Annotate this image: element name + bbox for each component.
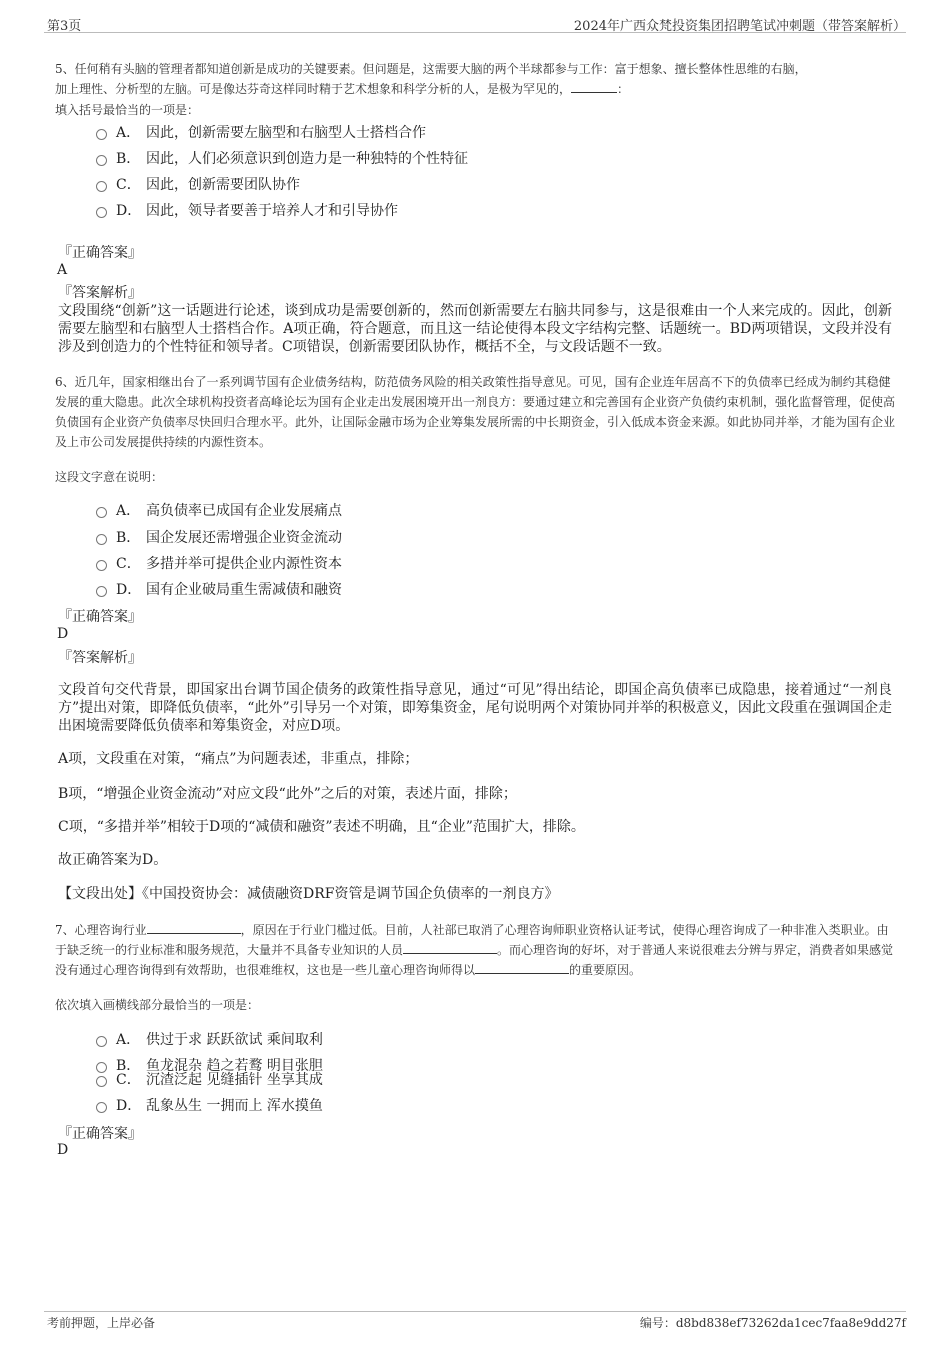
option-text: 因此，人们必须意识到创造力是一种独特的个性特征: [146, 151, 468, 167]
question-6-analysis-b: B项，“增强企业资金流动”对应文段“此外”之后的对策，表述片面，排除；: [58, 786, 517, 802]
question-5-prompt: 填入括号最恰当的一项是：: [55, 103, 200, 117]
radio-button[interactable]: [96, 1076, 107, 1087]
question-7-answer-label: 『正确答案』: [58, 1126, 142, 1142]
question-7-stem-part-3: 。而心理咨询的好坏，对于普通人来说很难去分辨与界定，消费者如果感觉没有通过心理咨询得到有效帮助，也很难维权，这也是一些儿童心理咨询师得以: [55, 943, 894, 977]
question-6-analysis-a: A项，文段重在对策，“痛点”为问题表述，非重点，排除；: [58, 751, 419, 767]
question-6-stem: 6、近几年，国家相继出台了一系列调节国有企业债务结构，防范债务风险的相关政策性指导意见。可见，国有企业连年居高不下的负债率已经成为制约其稳健发展的重大隐患。此次全球机构投资者高峰论坛为国有企业走出发展困境开出一剂良方：要通过建立和完善国有企业资产负债约束机制，强化监督管理，促使高负债国有企业资产负债率尽快回归合理水平。此外，让国际金融市场为企业筹集发展所需的中长期资金，引入低成本资金来源。如此协同并举，才能为国有企业及上市公司发展提供持续的内源性资本。: [55, 375, 896, 449]
option-letter: B．: [116, 1058, 141, 1074]
footer-divider: [44, 1311, 906, 1312]
question-5-option-b[interactable]: [96, 148, 468, 168]
radio-button[interactable]: [96, 129, 107, 140]
question-6-analysis-conclusion: 故正确答案为D。: [58, 852, 168, 868]
option-letter: B．: [116, 530, 141, 546]
document-title: 2024年广西众梵投资集团招聘笔试冲刺题（带答案解析）: [573, 19, 906, 34]
question-7-prompt: 依次填入画横线部分最恰当的一项是：: [55, 998, 260, 1012]
radio-button[interactable]: [96, 534, 107, 545]
option-text: 鱼龙混杂 趋之若鹜 明目张胆: [146, 1058, 323, 1074]
question-6-option-a[interactable]: [96, 500, 342, 520]
question-7-option-c[interactable]: [96, 1069, 323, 1089]
option-letter: B．: [116, 151, 141, 167]
option-text: 乱象丛生 一拥而上 浑水摸鱼: [146, 1098, 323, 1114]
question-6-prompt: 这段文字意在说明：: [55, 470, 164, 484]
question-5-stem: [55, 59, 897, 99]
option-text: 国企发展还需增强企业资金流动: [146, 530, 342, 546]
option-text: 国有企业破局重生需减债和融资: [146, 582, 342, 598]
radio-button[interactable]: [96, 207, 107, 218]
question-6-option-c[interactable]: [96, 553, 342, 573]
answer-blank: [403, 941, 497, 954]
question-5-stem-line-2: 加上理性、分析型的左脑。可是像达芬奇这样同时精于艺术想象和科学分析的人，是极为罕见的，: [55, 82, 572, 96]
question-7-stem-part-4: 的重要原因。: [569, 963, 642, 977]
question-7-stem-part-1: 7、心理咨询行业: [55, 923, 147, 937]
option-letter: C．: [116, 556, 141, 572]
radio-button[interactable]: [96, 155, 107, 166]
option-text: 多措并举可提供企业内源性资本: [146, 556, 342, 572]
question-6-source: 【文段出处】《中国投资协会：减债融资DRF资管是调节国企负债率的一剂良方》: [58, 886, 559, 902]
question-5-option-d[interactable]: [96, 200, 398, 220]
option-text: 高负债率已成国有企业发展痛点: [146, 503, 342, 519]
option-letter: C．: [116, 1072, 141, 1088]
question-7-stem-part-2: ，原因在于行业门槛过低。目前，人社部已取消了心理咨询师职业资格认证考试，使得心理咨询成了一种非准入类职业。由于缺乏统一的行业标准和服务规范，大量并不具备专业知识的人员: [55, 923, 889, 957]
question-7-option-d[interactable]: [96, 1095, 323, 1115]
question-5-stem-line-1: 5、任何稍有头脑的管理者都知道创新是成功的关键要素。但问题是，这需要大脑的两个半球都参与工作：富于想象、擅长整体性思维的右脑，: [55, 62, 807, 76]
footer-slogan: 考前押题，上岸必备: [47, 1316, 156, 1330]
option-text: 因此，领导者要善于培养人才和引导协作: [146, 203, 398, 219]
radio-button[interactable]: [96, 181, 107, 192]
document-id: 编号：d8bd838ef73262da1cec7faa8e9dd27f: [639, 1316, 906, 1330]
option-text: 沉渣泛起 见缝插针 坐享其成: [146, 1072, 323, 1088]
question-5-option-c[interactable]: [96, 174, 300, 194]
header-divider: [44, 32, 906, 33]
question-6-answer-label: 『正确答案』: [58, 609, 142, 625]
question-6-analysis-label: 『答案解析』: [58, 650, 142, 666]
question-6-option-b[interactable]: [96, 527, 342, 547]
question-6-analysis-main: 文段首句交代背景，即国家出台调节国企债务的政策性指导意见，通过“可见”得出结论，即国企高负债率已成隐患，接着通过“一剂良方”提出对策，即降低负债率，“此外”引导另一个对策，即筹集资金，尾句说明两个对策协同并举的积极意义，因此文段重在强调国企走出困境需要降低负债率和筹集资金，对应D项。: [58, 682, 892, 734]
option-text: 因此，创新需要左脑型和右脑型人士搭档合作: [146, 125, 426, 141]
option-letter: D．: [116, 582, 142, 598]
radio-button[interactable]: [96, 586, 107, 597]
radio-button[interactable]: [96, 507, 107, 518]
option-letter: D．: [116, 1098, 142, 1114]
page-number: 第3页: [47, 19, 82, 34]
option-letter: C．: [116, 177, 141, 193]
radio-button[interactable]: [96, 1036, 107, 1047]
question-5-option-a[interactable]: [96, 122, 426, 142]
answer-blank: [475, 961, 569, 974]
answer-blank: [147, 921, 241, 934]
question-6-answer: D: [57, 626, 69, 642]
question-5-analysis-label: 『答案解析』: [58, 285, 142, 301]
question-7-answer: D: [57, 1142, 69, 1158]
question-6-option-d[interactable]: [96, 579, 342, 599]
option-text: 因此，创新需要团队协作: [146, 177, 300, 193]
question-7-option-a[interactable]: [96, 1029, 323, 1049]
option-letter: D．: [116, 203, 142, 219]
option-letter: A．: [116, 503, 141, 519]
option-text: 供过于求 跃跃欲试 乘间取利: [146, 1032, 323, 1048]
option-letter: A．: [116, 1032, 141, 1048]
question-7-stem: [55, 920, 897, 980]
option-letter: A．: [116, 125, 141, 141]
question-5-answer-label: 『正确答案』: [58, 245, 142, 261]
radio-button[interactable]: [96, 560, 107, 571]
question-6-analysis-c: C项，“多措并举”相较于D项的“减债和融资”表述不明确，且“企业”范围扩大，排除。: [58, 819, 585, 835]
question-5-stem-end: ：: [617, 82, 630, 96]
radio-button[interactable]: [96, 1102, 107, 1113]
answer-blank: [571, 80, 617, 93]
question-5-analysis: 文段围绕“创新”这一话题进行论述，谈到成功是需要创新的，然而创新需要左右脑共同参与，这是很难由一个人来完成的。因此，创新需要左脑型和右脑型人士搭档合作。A项正确，符合题意，而且这一结论使得本段文字结构完整、话题统一。BD两项错误，文段并没有涉及到创造力的个性特征和领导者。C项错误，创新需要团队协作，概括不全，与文段话题不一致。: [58, 303, 892, 355]
question-5-answer: A: [57, 262, 68, 278]
